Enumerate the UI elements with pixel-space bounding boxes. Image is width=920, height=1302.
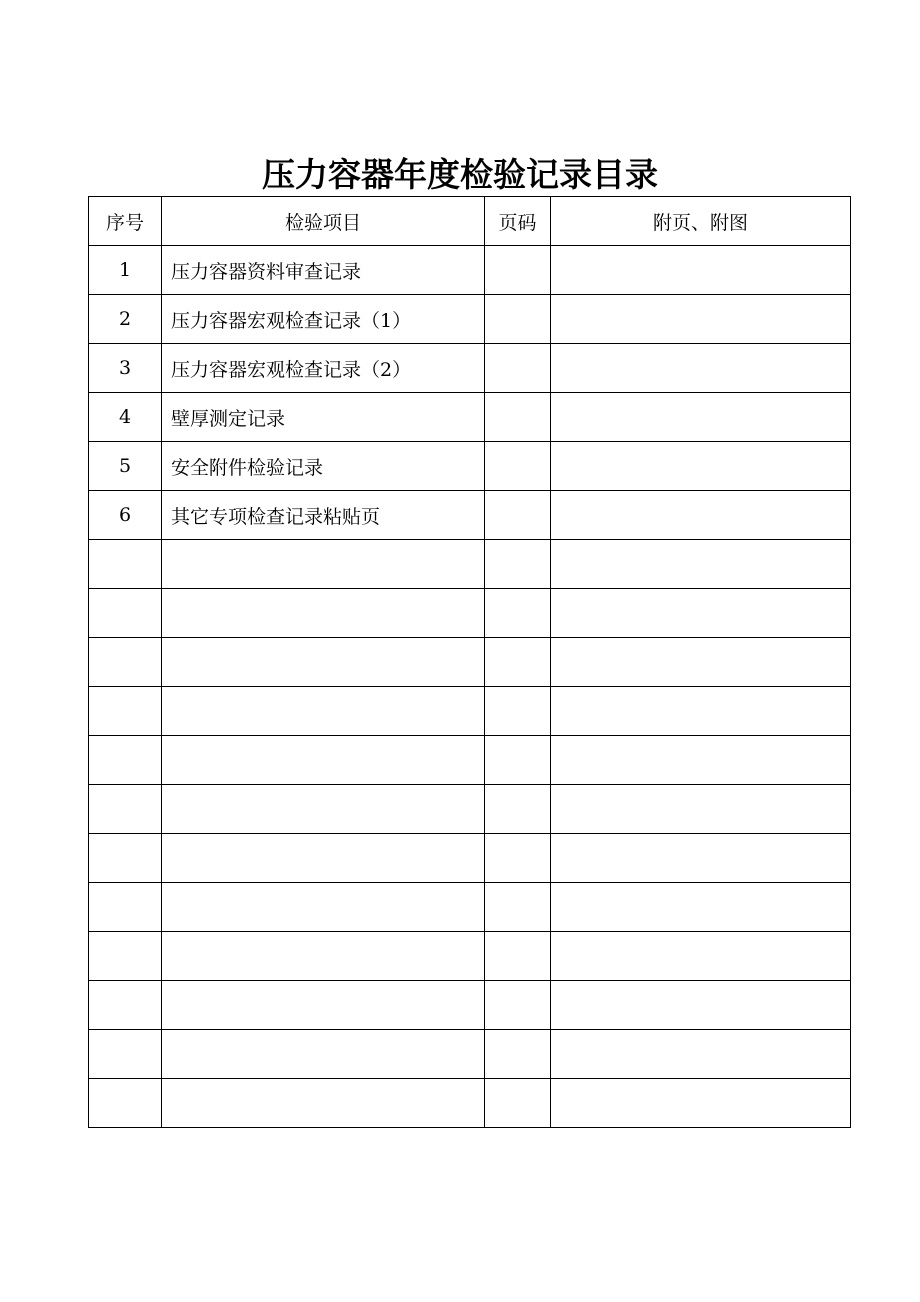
- cell-seq[interactable]: [89, 1079, 162, 1128]
- cell-page[interactable]: [485, 834, 551, 883]
- cell-attachment[interactable]: [551, 834, 851, 883]
- table-row: [89, 491, 851, 540]
- cell-attachment[interactable]: [551, 883, 851, 932]
- cell-page[interactable]: [485, 638, 551, 687]
- table-row: [89, 393, 851, 442]
- cell-page[interactable]: [485, 442, 551, 491]
- table-row: [89, 785, 851, 834]
- cell-seq: 5: [89, 442, 162, 491]
- page-title: 压力容器年度检验记录目录: [262, 155, 658, 194]
- cell-seq[interactable]: [89, 834, 162, 883]
- header-item: 检验项目: [162, 197, 485, 246]
- cell-seq: 6: [89, 491, 162, 540]
- table-header-row: [89, 197, 851, 246]
- cell-item[interactable]: [162, 736, 485, 785]
- cell-item[interactable]: [162, 540, 485, 589]
- cell-page[interactable]: [485, 883, 551, 932]
- cell-item: 压力容器资料审查记录: [162, 246, 485, 295]
- cell-item: 安全附件检验记录: [162, 442, 485, 491]
- cell-seq: 4: [89, 393, 162, 442]
- cell-page[interactable]: [485, 589, 551, 638]
- cell-page[interactable]: [485, 393, 551, 442]
- header-seq: 序号: [89, 197, 162, 246]
- cell-seq[interactable]: [89, 687, 162, 736]
- cell-item[interactable]: [162, 687, 485, 736]
- cell-attachment[interactable]: [551, 932, 851, 981]
- cell-seq[interactable]: [89, 589, 162, 638]
- cell-seq[interactable]: [89, 932, 162, 981]
- cell-page[interactable]: [485, 344, 551, 393]
- table-row: [89, 344, 851, 393]
- cell-page[interactable]: [485, 246, 551, 295]
- table-row: [89, 246, 851, 295]
- cell-attachment[interactable]: [551, 540, 851, 589]
- cell-attachment[interactable]: [551, 1079, 851, 1128]
- table-row: [89, 589, 851, 638]
- cell-item[interactable]: [162, 981, 485, 1030]
- cell-item[interactable]: [162, 883, 485, 932]
- table-row: [89, 540, 851, 589]
- table-row: [89, 1030, 851, 1079]
- table-row: [89, 834, 851, 883]
- cell-item: 压力容器宏观检查记录（1）: [162, 295, 485, 344]
- header-attachment: 附页、附图: [551, 197, 851, 246]
- cell-attachment[interactable]: [551, 589, 851, 638]
- cell-attachment[interactable]: [551, 736, 851, 785]
- cell-page[interactable]: [485, 932, 551, 981]
- cell-page[interactable]: [485, 491, 551, 540]
- toc-table: [88, 196, 851, 1128]
- cell-seq[interactable]: [89, 883, 162, 932]
- cell-item[interactable]: [162, 638, 485, 687]
- table-body: [89, 246, 851, 1128]
- cell-seq[interactable]: [89, 785, 162, 834]
- cell-seq[interactable]: [89, 981, 162, 1030]
- cell-seq[interactable]: [89, 540, 162, 589]
- cell-attachment[interactable]: [551, 393, 851, 442]
- cell-item[interactable]: [162, 785, 485, 834]
- cell-item: 壁厚测定记录: [162, 393, 485, 442]
- cell-attachment[interactable]: [551, 442, 851, 491]
- cell-attachment[interactable]: [551, 785, 851, 834]
- cell-page[interactable]: [485, 1030, 551, 1079]
- table-row: [89, 1079, 851, 1128]
- cell-page[interactable]: [485, 540, 551, 589]
- cell-item: 压力容器宏观检查记录（2）: [162, 344, 485, 393]
- cell-item[interactable]: [162, 834, 485, 883]
- cell-page[interactable]: [485, 981, 551, 1030]
- cell-seq[interactable]: [89, 1030, 162, 1079]
- cell-page[interactable]: [485, 295, 551, 344]
- cell-attachment[interactable]: [551, 1030, 851, 1079]
- cell-seq: 2: [89, 295, 162, 344]
- cell-attachment[interactable]: [551, 638, 851, 687]
- table-row: [89, 687, 851, 736]
- cell-attachment[interactable]: [551, 687, 851, 736]
- cell-attachment[interactable]: [551, 295, 851, 344]
- cell-item[interactable]: [162, 1079, 485, 1128]
- cell-page[interactable]: [485, 736, 551, 785]
- table-row: [89, 638, 851, 687]
- table-row: [89, 883, 851, 932]
- table-row: [89, 295, 851, 344]
- cell-page[interactable]: [485, 785, 551, 834]
- cell-page[interactable]: [485, 687, 551, 736]
- cell-item[interactable]: [162, 589, 485, 638]
- cell-seq[interactable]: [89, 736, 162, 785]
- cell-item: 其它专项检查记录粘贴页: [162, 491, 485, 540]
- cell-attachment[interactable]: [551, 344, 851, 393]
- header-page: 页码: [485, 197, 551, 246]
- cell-attachment[interactable]: [551, 246, 851, 295]
- table-row: [89, 981, 851, 1030]
- cell-seq: 3: [89, 344, 162, 393]
- table-row: [89, 932, 851, 981]
- cell-seq[interactable]: [89, 638, 162, 687]
- cell-attachment[interactable]: [551, 491, 851, 540]
- table-row: [89, 736, 851, 785]
- cell-attachment[interactable]: [551, 981, 851, 1030]
- cell-seq: 1: [89, 246, 162, 295]
- cell-item[interactable]: [162, 932, 485, 981]
- cell-page[interactable]: [485, 1079, 551, 1128]
- table-row: [89, 442, 851, 491]
- cell-item[interactable]: [162, 1030, 485, 1079]
